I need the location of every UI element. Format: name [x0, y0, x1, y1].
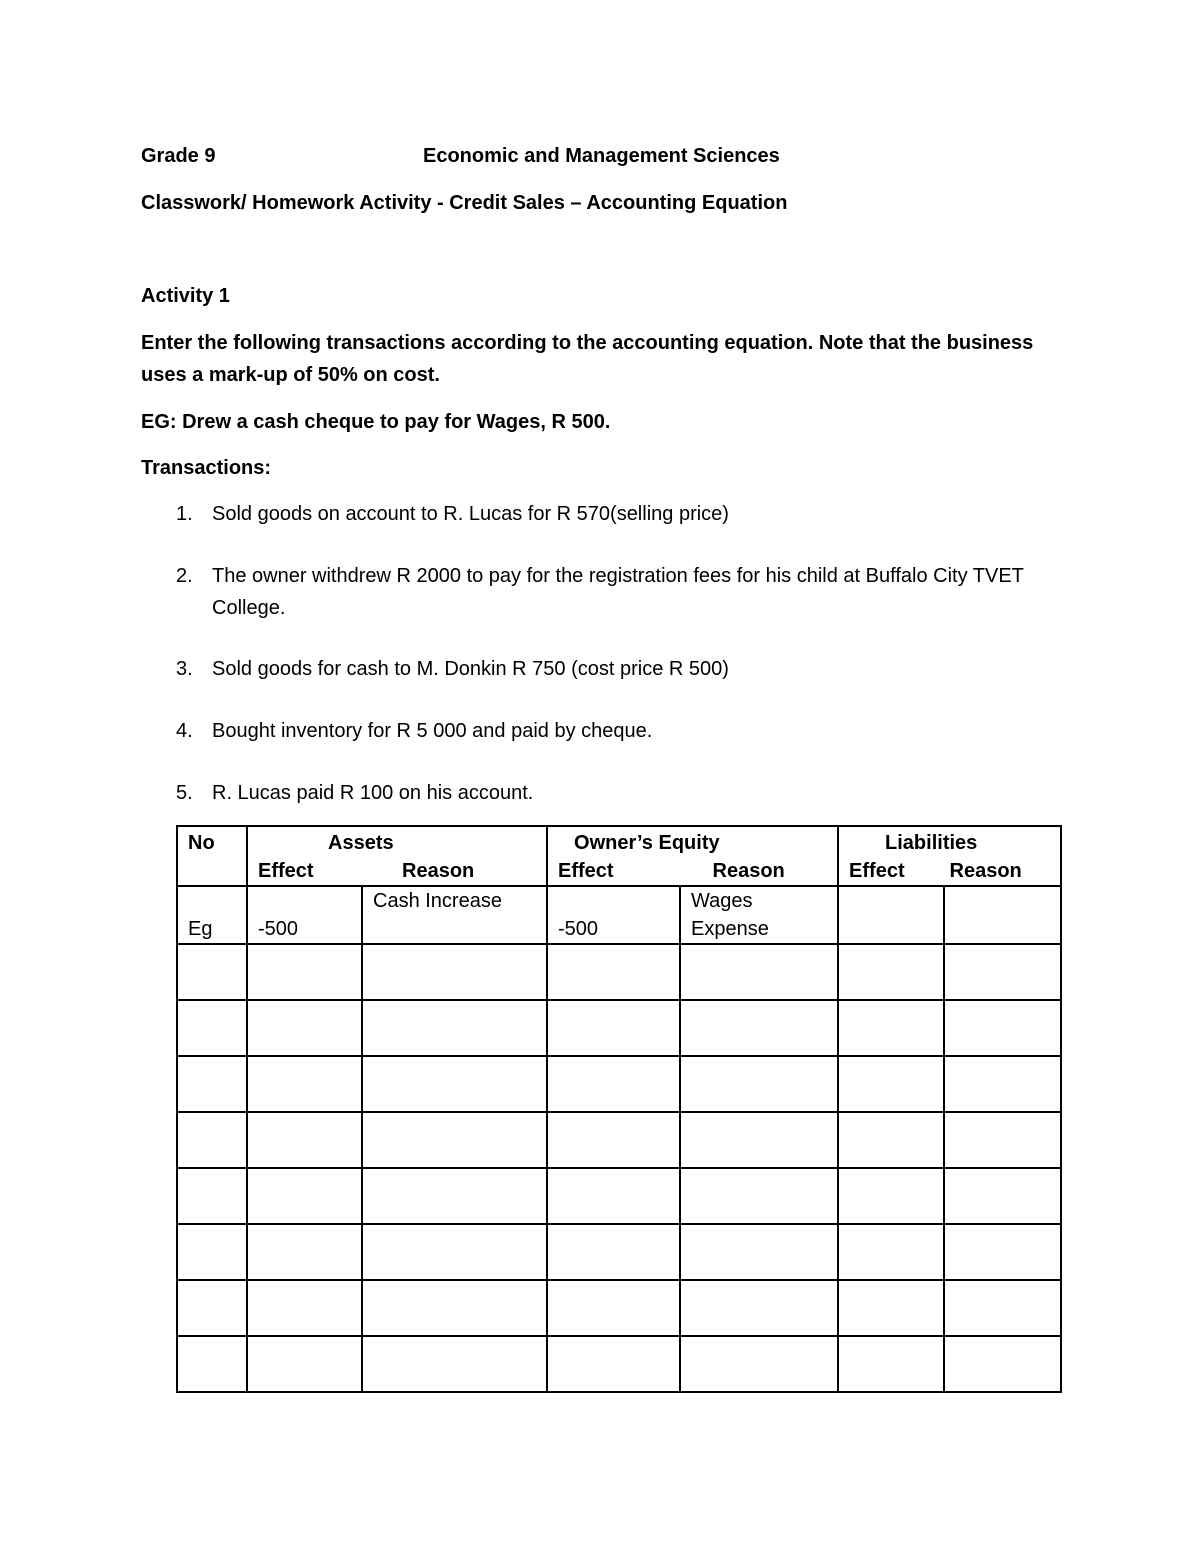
table-cell[interactable]: [944, 1000, 1061, 1056]
transactions-heading: Transactions:: [141, 457, 272, 479]
list-text: The owner withdrew R 2000 to pay for the registration fees for his child at Buffalo City TVET College.: [212, 565, 1024, 619]
table-cell[interactable]: [838, 1224, 944, 1280]
table-cell[interactable]: [177, 1224, 247, 1280]
table-cell[interactable]: [362, 1112, 547, 1168]
example-text: EG: Drew a cash cheque to pay for Wages, R 500.: [141, 411, 611, 433]
table-cell[interactable]: [362, 1168, 547, 1224]
list-number: 3.: [176, 658, 193, 680]
table-cell[interactable]: [838, 944, 944, 1000]
table-cell[interactable]: [547, 1112, 680, 1168]
table-row: [177, 1224, 1061, 1280]
equity-reason-line-1: Wages: [691, 890, 753, 912]
table-cell[interactable]: [177, 1000, 247, 1056]
table-cell[interactable]: [247, 1112, 362, 1168]
activity-title: Classwork/ Homework Activity - Credit Sales – Accounting Equation: [141, 192, 788, 214]
equity-header: [547, 826, 838, 886]
table-cell[interactable]: [247, 1336, 362, 1392]
table-cell[interactable]: [547, 944, 680, 1000]
table-cell[interactable]: [177, 1112, 247, 1168]
example-equity-effect: -500: [547, 886, 680, 944]
table-cell[interactable]: [547, 1056, 680, 1112]
table-cell[interactable]: [838, 1000, 944, 1056]
instruction-text: Enter the following transactions according to the accounting equation. Note that the business uses a mark-up of 50% on cost.: [141, 332, 1034, 386]
list-number: 4.: [176, 720, 193, 742]
equity-reason-line-2: Expense: [691, 918, 769, 940]
table-cell[interactable]: [547, 1280, 680, 1336]
table-cell[interactable]: [680, 1224, 838, 1280]
table-cell[interactable]: [547, 1000, 680, 1056]
table-cell[interactable]: [944, 1168, 1061, 1224]
table-cell[interactable]: [247, 1000, 362, 1056]
table-cell[interactable]: [247, 1280, 362, 1336]
table-row: [177, 1280, 1061, 1336]
table-row: [177, 1056, 1061, 1112]
table-cell[interactable]: [547, 1224, 680, 1280]
example-equity-reason: [680, 886, 838, 944]
table-cell[interactable]: [362, 1224, 547, 1280]
example-assets-reason: Cash Increase: [362, 886, 547, 944]
table-cell[interactable]: [547, 1168, 680, 1224]
table-cell[interactable]: [838, 1280, 944, 1336]
list-text: Bought inventory for R 5 000 and paid by cheque.: [212, 720, 653, 742]
table-cell[interactable]: [838, 1112, 944, 1168]
activity-heading: Activity 1: [141, 285, 230, 307]
table-cell[interactable]: [247, 944, 362, 1000]
example-liabilities-reason: [944, 886, 1061, 944]
list-text: Sold goods on account to R. Lucas for R 570(selling price): [212, 503, 729, 525]
table-cell[interactable]: [177, 1280, 247, 1336]
table-cell[interactable]: [362, 1336, 547, 1392]
list-number: 1.: [176, 503, 193, 525]
table-cell[interactable]: [838, 1168, 944, 1224]
table-cell[interactable]: [680, 1168, 838, 1224]
table-cell[interactable]: [944, 1224, 1061, 1280]
list-number: 5.: [176, 782, 193, 804]
assets-header: [247, 826, 547, 886]
liabilities-reason-label: Reason: [949, 860, 1022, 882]
table-cell[interactable]: [362, 1000, 547, 1056]
table-row: [177, 1112, 1061, 1168]
example-no: Eg: [177, 886, 247, 944]
accounting-equation-table: [176, 825, 1062, 1393]
equity-effect-label: Effect: [558, 860, 614, 882]
subject-title: Economic and Management Sciences: [423, 145, 780, 167]
grade-label: Grade 9: [141, 145, 216, 167]
table-cell[interactable]: [838, 1336, 944, 1392]
example-liabilities-effect: [838, 886, 944, 944]
table-cell[interactable]: [944, 1280, 1061, 1336]
table-cell[interactable]: [944, 944, 1061, 1000]
table-row: [177, 944, 1061, 1000]
list-number: 2.: [176, 565, 193, 587]
assets-effect-label: Effect: [258, 860, 314, 882]
table-cell[interactable]: [680, 1336, 838, 1392]
table-cell[interactable]: [680, 1112, 838, 1168]
table-cell[interactable]: [177, 1056, 247, 1112]
liabilities-effect-label: Effect: [849, 860, 905, 882]
liabilities-label: Liabilities: [885, 832, 978, 854]
table-cell[interactable]: [680, 1280, 838, 1336]
example-row: [177, 886, 1061, 944]
table-cell[interactable]: [362, 1056, 547, 1112]
equity-reason-label: Reason: [712, 860, 785, 882]
example-assets-effect: -500: [247, 886, 362, 944]
table-cell[interactable]: [362, 944, 547, 1000]
table-cell[interactable]: [838, 1056, 944, 1112]
list-text: Sold goods for cash to M. Donkin R 750 (cost price R 500): [212, 658, 729, 680]
equity-label: Owner’s Equity: [574, 832, 720, 854]
table-cell[interactable]: [362, 1280, 547, 1336]
table-cell[interactable]: [247, 1224, 362, 1280]
table-cell[interactable]: [177, 944, 247, 1000]
table-row: [177, 1000, 1061, 1056]
no-header: No: [177, 826, 247, 886]
table-cell[interactable]: [944, 1336, 1061, 1392]
table-row: [177, 1168, 1061, 1224]
table-row: [177, 1336, 1061, 1392]
table-cell[interactable]: [177, 1168, 247, 1224]
assets-reason-label: Reason: [402, 860, 475, 882]
table-cell[interactable]: [680, 1056, 838, 1112]
table-cell[interactable]: [944, 1112, 1061, 1168]
table-cell[interactable]: [944, 1056, 1061, 1112]
table-header-row: [177, 826, 1061, 886]
table-cell[interactable]: [547, 1336, 680, 1392]
table-cell[interactable]: [247, 1168, 362, 1224]
table-cell[interactable]: [177, 1336, 247, 1392]
assets-label: Assets: [328, 832, 394, 854]
table-cell[interactable]: [680, 944, 838, 1000]
table-cell[interactable]: [247, 1056, 362, 1112]
liabilities-header: [838, 826, 1061, 886]
table-cell[interactable]: [680, 1000, 838, 1056]
list-text: R. Lucas paid R 100 on his account.: [212, 782, 534, 804]
